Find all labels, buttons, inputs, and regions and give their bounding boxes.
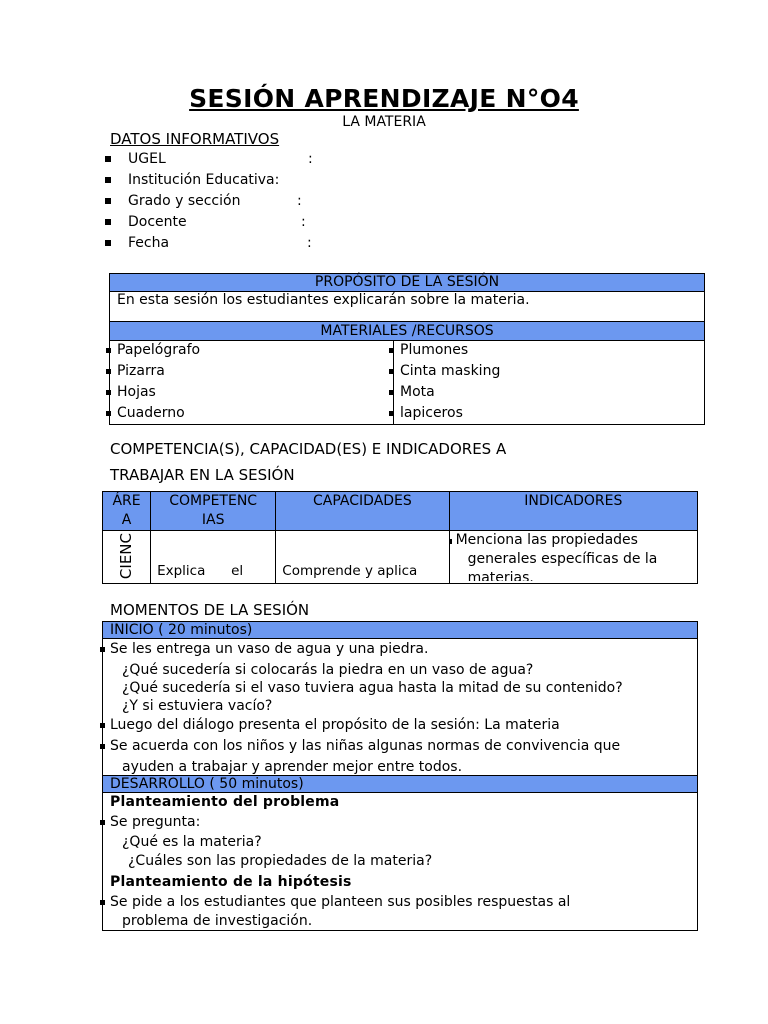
desarrollo-line: ¿Cuáles son las propiedades de la materia? — [128, 853, 433, 869]
competencias-heading-line2: TRABAJAR EN LA SESIÓN — [110, 466, 295, 484]
list-item: Cuaderno — [117, 405, 185, 421]
cell-area — [103, 531, 151, 584]
ind-line: materias. — [467, 570, 534, 581]
proposito-text: En esta sesión los estudiantes explicarán sobre la materia. — [117, 292, 530, 308]
bullet-icon — [100, 647, 105, 652]
table-row — [103, 531, 698, 584]
bullet-icon — [105, 198, 111, 204]
comp-line: Explica el — [157, 563, 244, 579]
info-colon: : — [307, 235, 312, 251]
desarrollo-subheading-problema: Planteamiento del problema — [110, 794, 340, 810]
ind-line: generales específicas de la — [467, 551, 658, 567]
header-area-line1: ÁRE — [112, 493, 141, 509]
info-label: Institución Educativa: — [128, 172, 280, 188]
list-item: Pizarra — [117, 363, 165, 379]
inicio-line: Se acuerda con los niños y las niñas algunas normas de convivencia que — [110, 738, 621, 754]
bullet-icon — [100, 723, 105, 728]
header-comp-line1: COMPETENC — [169, 493, 258, 509]
competencias-table — [102, 491, 698, 584]
desarrollo-line: Se pide a los estudiantes que planteen sus posibles respuestas al — [110, 894, 571, 910]
bullet-icon — [449, 539, 452, 544]
desarrollo-line: ¿Qué es la materia? — [122, 834, 262, 850]
info-label: Fecha — [128, 235, 170, 251]
header-capacidades: CAPACIDADES — [276, 492, 449, 531]
inicio-line: ¿Qué sucedería si el vaso tuviera agua hasta la mitad de su contenido? — [122, 680, 623, 696]
info-item-fecha — [105, 235, 405, 255]
bullet-icon — [389, 369, 394, 374]
bullet-icon — [106, 411, 111, 416]
cell-indicador — [449, 531, 697, 584]
header-area — [103, 492, 151, 531]
info-item-grado — [105, 193, 405, 213]
inicio-line: ¿Qué sucedería si colocarás la piedra en un vaso de agua? — [122, 662, 534, 678]
desarrollo-header: DESARROLLO ( 50 minutos) — [103, 775, 697, 793]
list-item: Mota — [400, 384, 435, 400]
page-title: SESIÓN APRENDIZAJE N°O4 — [189, 84, 579, 113]
info-item-institucion — [105, 172, 405, 192]
inicio-header: INICIO ( 20 minutos) — [103, 622, 697, 639]
bullet-icon — [106, 348, 111, 353]
header-comp-line2: IAS — [201, 512, 225, 528]
bullet-icon — [106, 369, 111, 374]
inicio-line: Se les entrega un vaso de agua y una piedra. — [110, 641, 429, 657]
info-label: UGEL — [128, 151, 166, 167]
inicio-line: ayuden a trabajar y aprender mejor entre todos. — [122, 759, 463, 775]
bullet-icon — [100, 900, 105, 905]
inicio-line: ¿Y si estuviera vacío? — [122, 698, 273, 714]
list-item: Hojas — [117, 384, 156, 400]
momentos-heading: MOMENTOS DE LA SESIÓN — [110, 601, 310, 619]
bullet-icon — [106, 390, 111, 395]
bullet-icon — [100, 744, 105, 749]
bullet-icon — [389, 390, 394, 395]
info-item-ugel — [105, 151, 405, 171]
momentos-table — [102, 621, 698, 931]
bullet-icon — [105, 156, 111, 162]
info-label: Docente — [128, 214, 187, 230]
ind-line: Menciona las propiedades — [455, 532, 638, 548]
list-item: Cinta masking — [400, 363, 501, 379]
list-item: lapiceros — [400, 405, 463, 421]
desarrollo-line: problema de investigación. — [122, 913, 313, 929]
info-colon: : — [297, 193, 302, 209]
desarrollo-line: Se pregunta: — [110, 814, 201, 830]
info-label: Grado y sección — [128, 193, 241, 209]
info-colon: : — [308, 151, 313, 167]
bullet-icon — [100, 820, 105, 825]
bullet-icon — [105, 240, 111, 246]
header-indicadores: INDICADORES — [449, 492, 697, 531]
bullet-icon — [105, 177, 111, 183]
list-item: Papelógrafo — [117, 342, 201, 358]
list-item: Plumones — [400, 342, 469, 358]
info-colon: : — [301, 214, 306, 230]
cap-line: Comprende y aplica — [282, 563, 418, 579]
datos-heading: DATOS INFORMATIVOS — [110, 130, 280, 148]
header-area-line2: A — [121, 512, 132, 528]
info-item-docente — [105, 214, 405, 234]
bullet-icon — [389, 411, 394, 416]
cell-capacidad — [276, 531, 449, 584]
page-subtitle: LA MATERIA — [342, 114, 426, 130]
inicio-line: Luego del diálogo presenta el propósito de la sesión: La materia — [110, 717, 560, 733]
area-text: CIENC — [117, 533, 135, 580]
bullet-icon — [105, 219, 111, 225]
header-competencias — [151, 492, 276, 531]
desarrollo-subheading-hipotesis: Planteamiento de la hipótesis — [110, 874, 352, 890]
proposito-header: PROPÓSITO DE LA SESIÓN — [110, 274, 704, 292]
bullet-icon — [389, 348, 394, 353]
proposito-materiales-table — [109, 273, 705, 425]
competencias-heading-line1: COMPETENCIA(S), CAPACIDAD(ES) E INDICADORES A — [110, 440, 507, 458]
cell-competencia — [151, 531, 276, 584]
table-header-row — [103, 492, 698, 531]
materiales-header: MATERIALES /RECURSOS — [110, 321, 704, 341]
